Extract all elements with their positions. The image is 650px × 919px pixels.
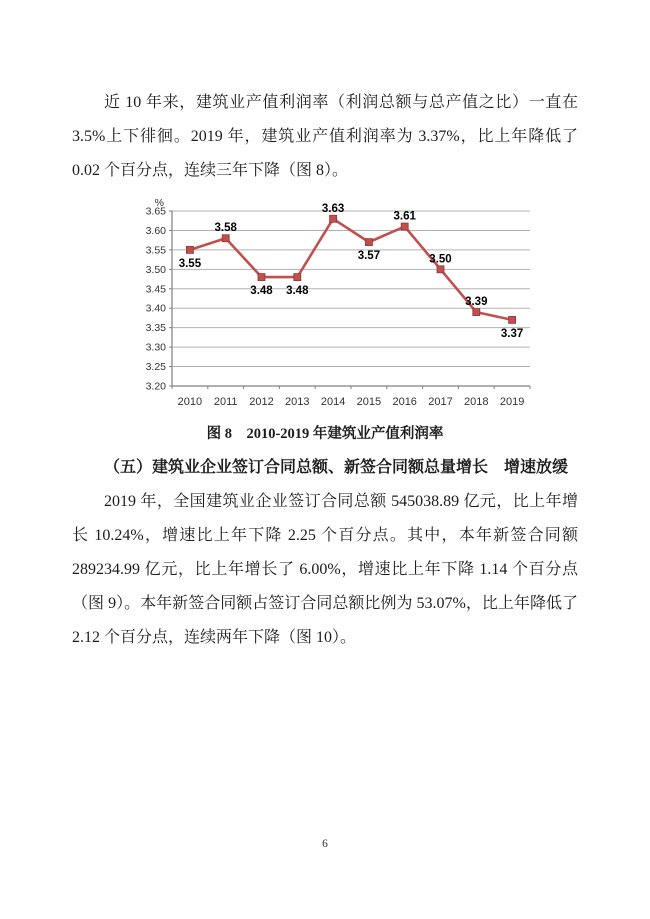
svg-text:3.50: 3.50 (429, 253, 452, 266)
figure-8-caption: 图 8 2010-2019 年建筑业产值利润率 (206, 426, 444, 442)
figure-8 (72, 195, 578, 445)
svg-text:3.40: 3.40 (145, 302, 166, 315)
svg-text:3.37: 3.37 (500, 327, 524, 340)
paragraph-contracts: 2019 年，全国建筑业企业签订合同总额 545038.89 亿元，比上年增长 10.24%，增速比上年下降 2.25 个百分点。其中，本年新签合同额 289234.99 亿元，比上年增长了 6.00%，增速比上年下降 1.14 个百分点（图 9）。本年新签合同额占签订合同总额比例为 53.07%，比上年降低了 2.12 个百分点，连续两年下降（图 10）。 (72, 493, 578, 646)
svg-text:3.55: 3.55 (145, 244, 166, 257)
svg-text:3.48: 3.48 (286, 285, 309, 298)
svg-text:3.61: 3.61 (393, 210, 416, 223)
svg-text:3.60: 3.60 (145, 224, 166, 237)
svg-text:2011: 2011 (213, 396, 238, 408)
svg-text:3.25: 3.25 (145, 361, 166, 374)
svg-text:2015: 2015 (356, 396, 382, 408)
svg-text:2010: 2010 (177, 396, 203, 408)
svg-text:3.45: 3.45 (145, 283, 166, 296)
svg-text:2016: 2016 (392, 396, 417, 408)
section-heading-5: （五）建筑业企业签订合同总额、新签合同额总量增长 增速放缓 (104, 459, 569, 476)
svg-text:3.20: 3.20 (145, 380, 166, 393)
svg-text:3.63: 3.63 (321, 202, 345, 215)
svg-text:3.39: 3.39 (465, 296, 488, 309)
svg-text:2018: 2018 (464, 396, 489, 408)
page-number: 6 (322, 838, 328, 850)
svg-text:2019: 2019 (499, 396, 525, 408)
svg-text:3.55: 3.55 (178, 257, 202, 270)
svg-text:2014: 2014 (320, 396, 346, 408)
chart-canvas (138, 195, 550, 414)
svg-text:3.48: 3.48 (250, 285, 273, 298)
svg-text:2012: 2012 (249, 396, 274, 408)
svg-text:3.65: 3.65 (145, 205, 166, 218)
svg-text:3.50: 3.50 (145, 263, 166, 276)
svg-text:3.58: 3.58 (214, 222, 237, 235)
svg-text:3.30: 3.30 (145, 341, 166, 354)
svg-text:%: % (154, 197, 164, 209)
svg-text:3.57: 3.57 (357, 250, 381, 263)
svg-text:2013: 2013 (285, 396, 310, 408)
svg-text:3.35: 3.35 (145, 322, 166, 335)
page-content (72, 86, 578, 655)
paragraph-profit-rate: 近 10 年来，建筑业产值利润率（利润总额与总产值之比）一直在 3.5%上下徘徊。2019 年，建筑业产值利润率为 3.37%，比上年降低了 0.02 个百分点，连续三年下降（图 8）。 (72, 94, 578, 179)
svg-text:2017: 2017 (428, 396, 453, 408)
profit-rate-line-chart (138, 195, 550, 419)
